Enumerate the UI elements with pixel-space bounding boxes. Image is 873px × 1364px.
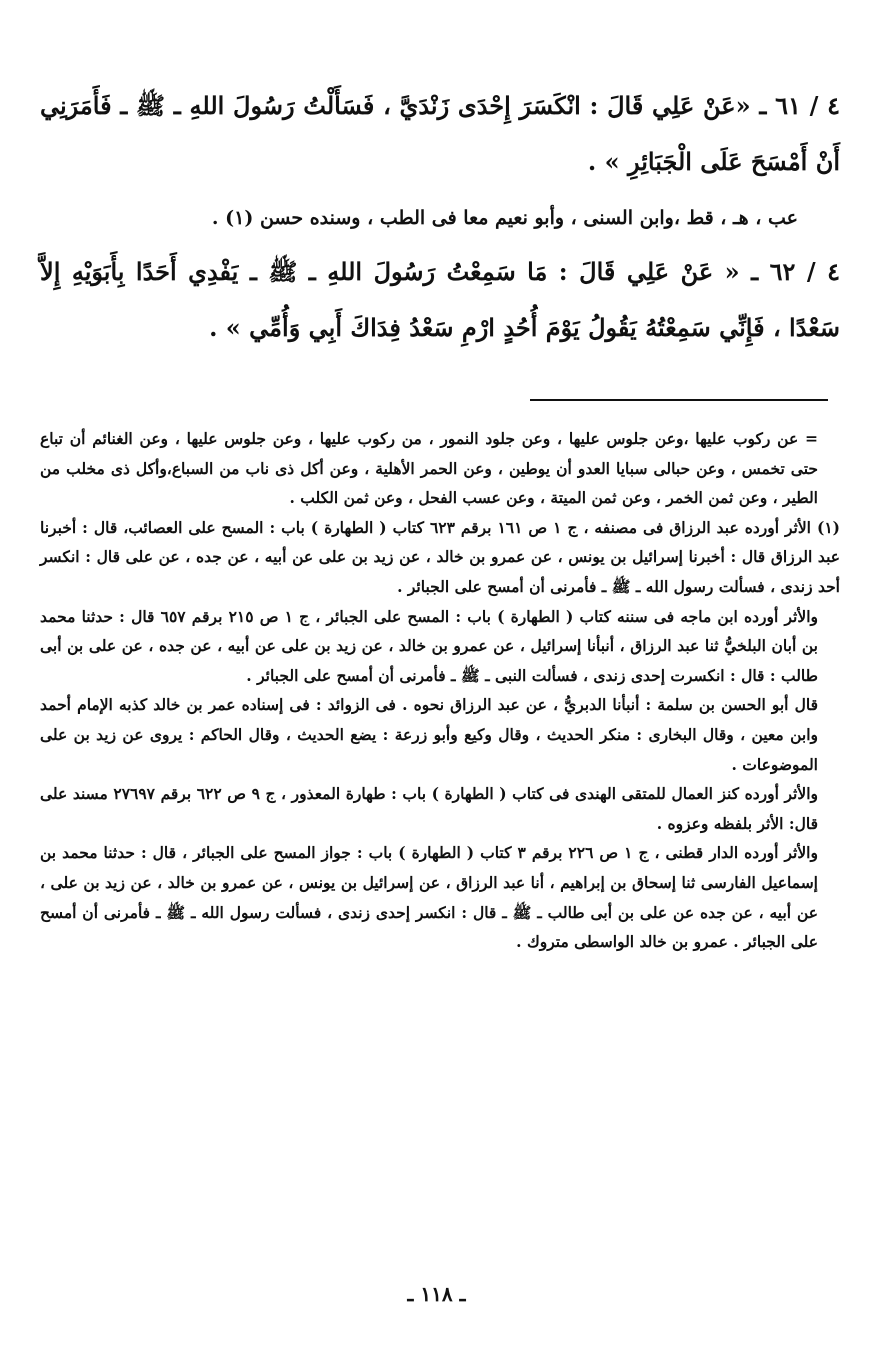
footnotes	[40, 424, 840, 957]
hadith-61: ٤ / ٦١ ـ «عَنْ عَلِي قَالَ : انْكَسَرَ إِحْدَى زَنْدَيَّ ، فَسَأَلْتُ رَسُولَ اللهِ ـ ﷺ ـ فَأَمَرَنِي أَنْ أَمْسَحَ عَلَى الْجَبَائِرِ » .	[40, 91, 840, 176]
main-text	[40, 78, 840, 356]
page-number: ـ ١١٨ ـ	[407, 1282, 466, 1306]
footnote-kanz: والأثر أورده كنز العمال للمتقى الهندى فى كتاب ( الطهارة ) باب : طهارة المعذور ، ج ٩ ص ٦٢٢ برقم ٢٧٦٩٧ مسند على قال: الأثر بلفظه وعزوه .	[40, 784, 818, 833]
footnote-daraqutni: والأثر أورده الدار قطنى ، ج ١ ص ٢٢٦ برقم ٣ كتاب ( الطهارة ) باب : جواز المسح على الجبائر ، قال : حدثنا محمد بن إسماعيل الفارسى ثنا إسحاق بن إبراهيم ، أنا عبد الرزاق ، عن إسرائيل بن يونس ، عن عمرو بن خالد ، عن زيد بن على ، عن أبيه ، عن جده عن على بن أبى طالب ـ ﷺ ـ قال : انكسر إحدى زندى ، فسألت رسول الله ـ ﷺ ـ فأمرنى أن أمسح على الجبائر . عمرو بن خالد الواسطى متروك .	[40, 843, 818, 952]
footnote-continuation: = عن ركوب عليها ،وعن جلوس عليها ، وعن جلود النمور ، من ركوب عليها ، وعن جلوس عليها ، وعن الغنائم أن تباع حتى تخمس ، وعن حبالى سبايا العدو أن يوطين ، وعن الحمر الأهلية ، وعن أكل ذى ناب من السباع،وأكل ذى مخلب من الطير ، وعن ثمن الخمر ، وعن ثمن الميتة ، وعن عسب الفحل ، وعن ثمن الكلب .	[40, 429, 818, 508]
hadith-62: ٤ / ٦٢ ـ « عَنْ عَلِي قَالَ : مَا سَمِعْتُ رَسُولَ اللهِ ـ ﷺ ـ يَفْدِي أَحَدًا بِأَبَوَيْهِ إِلاَّ سَعْدًا ، فَإِنِّي سَمِعْتُهُ يَقُولُ يَوْمَ أُحُدٍ ارْمِ سَعْدُ فِدَاكَ أَبِي وَأُمِّي » .	[40, 257, 841, 342]
footnote-divider	[530, 399, 828, 401]
footnote-abu-hasan: قال أبو الحسن بن سلمة : أنبأنا الدبريُّ ، عن عبد الرزاق نحوه . فى الزوائد : فى إسناده عمر بن خالد كذبه الإمام أحمد وابن معين ، وقال البخارى : منكر الحديث ، وقال وكيع وأبو زرعة : يضع الحديث ، وقال الحاكم : يروى عن زيد بن على الموضوعات .	[40, 695, 818, 774]
footnote-1: (١) الأثر أورده عبد الرزاق فى مصنفه ، ج ١ ص ١٦١ برقم ٦٢٣ كتاب ( الطهارة ) باب : المسح على العصائب، قال : أخبرنا عبد الرزاق قال : أخبرنا إسرائيل بن يونس ، عن عمرو بن خالد ، عن زيد بن على عن أبيه ، عن جده ، عن على قال : انكسر أحد زندى ، فسألت رسول الله ـ ﷺ ـ فأمرنى أن أمسح على الجبائر .	[40, 517, 840, 596]
footnote-ibn-majah: والأثر أورده ابن ماجه فى سننه كتاب ( الطهارة ) باب : المسح على الجبائر ، ج ١ ص ٢١٥ برقم ٦٥٧ قال : حدثنا محمد بن أبان البلخيُّ ثنا عبد الرزاق ، أنبأنا إسرائيل ، عن عمرو بن خالد ، عن زيد بن على عن أبيه ، عن جده ، عن على بن أبى طالب : قال : انكسرت إحدى زندى ، فسألت النبى ـ ﷺ ـ فأمرنى أن أمسح على الجبائر .	[40, 606, 818, 685]
source-attribution: عب ، هـ ، قط ،وابن السنى ، وأبو نعيم معا فى الطب ، وسنده حسن (١) .	[211, 207, 798, 229]
